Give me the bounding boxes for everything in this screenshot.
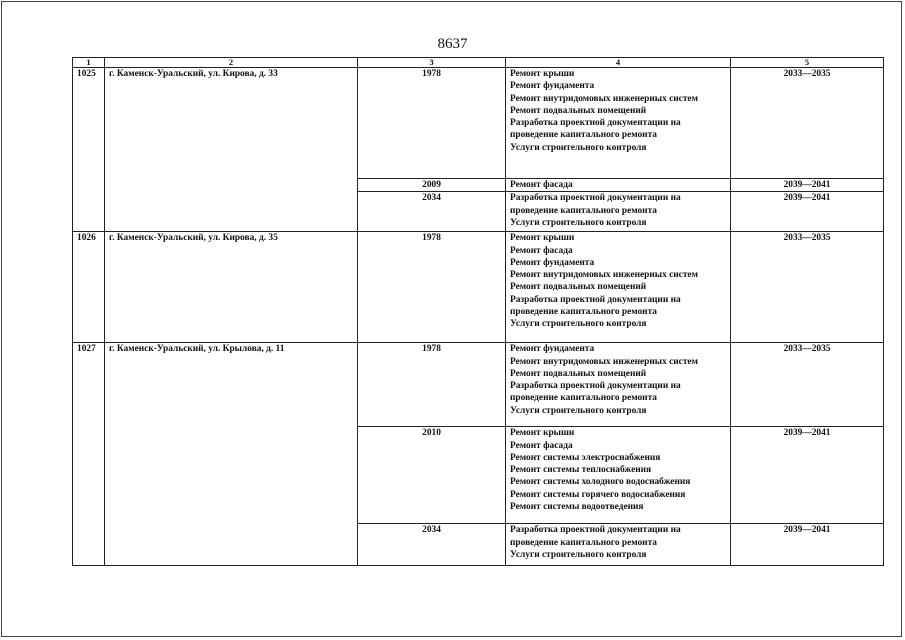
- work-item: Ремонт внутридомовых инженерных систем: [510, 356, 698, 367]
- work-item: Услуги строительного контроля: [510, 142, 647, 153]
- col-header: 4: [506, 58, 731, 68]
- work-item: Услуги строительного контроля: [510, 405, 647, 416]
- work-item: Ремонт внутридомовых инженерных систем: [510, 270, 698, 281]
- work-item: проведение капитального ремонта: [510, 205, 657, 216]
- entry-works: [506, 192, 731, 232]
- entry-period: 2039—2041: [731, 524, 884, 566]
- table-header-row: [73, 58, 884, 68]
- work-item: Разработка проектной документации на: [510, 118, 681, 129]
- work-item: Ремонт системы электроснабжения: [510, 452, 661, 463]
- col-header: 3: [358, 58, 506, 68]
- capital-repair-table: [72, 57, 884, 566]
- entry-period: 2033—2035: [731, 232, 884, 343]
- col-header: 1: [73, 58, 105, 68]
- entry-year: 1978: [358, 68, 506, 179]
- work-item: проведение капитального ремонта: [510, 130, 657, 141]
- col-header: 5: [731, 58, 884, 68]
- work-item: Ремонт фундамента: [510, 344, 595, 355]
- entry-period: 2039—2041: [731, 427, 884, 524]
- work-item: Услуги строительного контроля: [510, 549, 647, 560]
- entry-works: [506, 427, 731, 524]
- entry-works: [506, 524, 731, 566]
- work-item: Ремонт внутридомовых инженерных систем: [510, 93, 698, 104]
- entry-period: 2039—2041: [731, 192, 884, 232]
- entry-works: [506, 68, 731, 179]
- work-item: Ремонт системы горячего водоснабжения: [510, 489, 686, 500]
- entry-works: [506, 343, 731, 427]
- record-number: 1027: [73, 343, 105, 566]
- entry-year: 2034: [358, 524, 506, 566]
- table-body: [73, 68, 884, 566]
- work-item: Ремонт системы теплоснабжения: [510, 465, 652, 476]
- work-item: Ремонт фасада: [510, 440, 573, 451]
- entry-works: [506, 232, 731, 343]
- work-item: проведение капитального ремонта: [510, 393, 657, 404]
- record-address: г. Каменск-Уральский, ул. Кирова, д. 35: [105, 232, 358, 343]
- record-number: 1026: [73, 232, 105, 343]
- entry-works: [506, 179, 731, 192]
- page-number: 8637: [437, 36, 468, 52]
- record-address: г. Каменск-Уральский, ул. Крылова, д. 11: [105, 343, 358, 566]
- work-item: проведение капитального ремонта: [510, 537, 657, 548]
- entry-period: 2033—2035: [731, 343, 884, 427]
- col-header: 2: [105, 58, 358, 68]
- work-item: Ремонт крыши: [510, 428, 575, 439]
- entry-period: 2039—2041: [731, 179, 884, 192]
- work-item: Ремонт крыши: [510, 233, 575, 244]
- entry-period: 2033—2035: [731, 68, 884, 179]
- work-item: Ремонт подвальных помещений: [510, 368, 647, 379]
- work-item: Разработка проектной документации на: [510, 294, 681, 305]
- work-item: Разработка проектной документации на: [510, 193, 681, 204]
- work-item: Ремонт фасада: [510, 245, 573, 256]
- work-item: Ремонт подвальных помещений: [510, 282, 647, 293]
- work-item: проведение капитального ремонта: [510, 307, 657, 318]
- work-item: Ремонт фундамента: [510, 257, 595, 268]
- entry-year: 2009: [358, 179, 506, 192]
- entry-year: 2034: [358, 192, 506, 232]
- work-item: Ремонт подвальных помещений: [510, 105, 647, 116]
- record-number: 1025: [73, 68, 105, 232]
- work-item: Ремонт системы водоотведения: [510, 502, 644, 513]
- entry-year: 1978: [358, 232, 506, 343]
- work-item: Разработка проектной документации на: [510, 381, 681, 392]
- table-row: [73, 232, 884, 343]
- work-item: Услуги строительного контроля: [510, 217, 647, 228]
- work-item: Ремонт крыши: [510, 69, 575, 79]
- table-row: [73, 343, 884, 427]
- work-item: Разработка проектной документации на: [510, 525, 681, 536]
- entry-year: 2010: [358, 427, 506, 524]
- table-row: [73, 68, 884, 179]
- record-address: г. Каменск-Уральский, ул. Кирова, д. 33: [105, 68, 358, 232]
- work-item: Ремонт фасада: [510, 180, 573, 190]
- work-item: Ремонт фундамента: [510, 81, 595, 92]
- entry-year: 1978: [358, 343, 506, 427]
- work-item: Ремонт системы холодного водоснабжения: [510, 477, 691, 488]
- work-item: Услуги строительного контроля: [510, 319, 647, 330]
